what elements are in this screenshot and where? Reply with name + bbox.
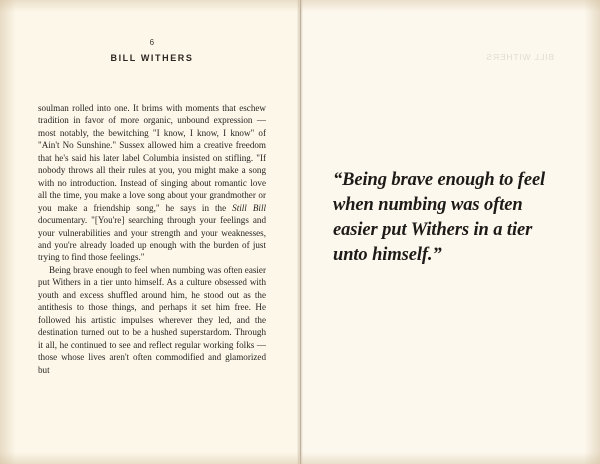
page-number: 6 [149,38,155,47]
body-text-column [38,102,266,376]
paragraph-1 [38,102,266,264]
right-page-edge-shade [584,0,600,464]
paragraph-2: Being brave enough to feel when numbing was often easier put Withers in a tier unto himself. As a culture obsessed with youth and excess shuffled around him, he stood out as the antithesis to those things, and perhaps it set him free. He followed his artistic impulses wherever they led, and the destination turned out to be a hushed superstardom. Through it all, he continued to see and reflect regular working folks — those whose lives aren't often commodified and glamorized but [38,264,266,375]
paragraph-1-part-b: documentary. "[You're] searching through your feelings and your vulnerabilities and your strength and your weaknesses, and you're already loaded up enough with the burden of just trying to find those feelings." [38,215,266,263]
paragraph-1-part-a: soulman rolled into one. It brims with moments that eschew tradition in favor of more organic, unbound expression — most notably, the bewitching "I know, I know, I know" of "Ain't No Sunshine." Sussex allowed him a creative freedom that he's said his later label Columbia insisted on stifling. "If nobody throws all their rules at you, you might make a song with no introduction. Instead of singing about romantic love all the time, you make a love song about your grandmother or you make a friendship song," he says in the [38,103,266,213]
documentary-title: Still Bill [232,202,266,213]
book-spine-line [300,0,301,464]
top-page-edge-shade [0,0,600,12]
left-page-edge-shade [0,0,16,464]
left-page-header [38,38,266,63]
bottom-page-edge-shade [0,452,600,464]
running-head: BILL WITHERS [110,53,194,63]
pull-quote: “Being brave enough to feel when numbing was often easier put Withers in a tier unto himself.” [333,170,546,265]
bleed-through-text: BILL WITHERS [485,52,554,62]
